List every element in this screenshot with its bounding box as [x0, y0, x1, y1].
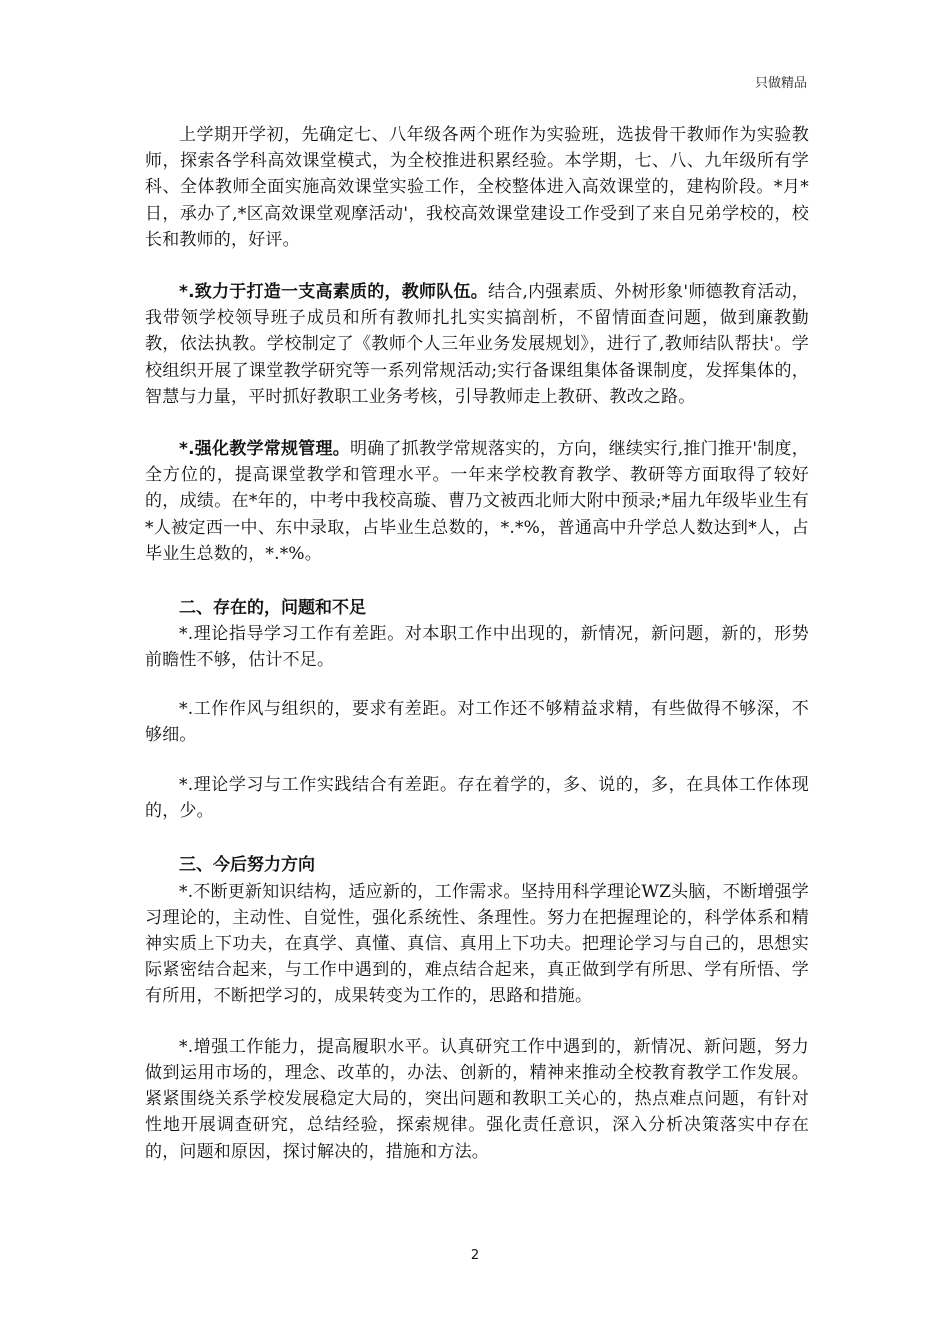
paragraph-direction-ability: *.增强工作能力，提高履职水平。认真研究工作中遇到的，新情况、新问题，努力做到运用市场的，理念、改革的，办法、创新的，精神来推动全校教育教学工作发展。紧紧围绕关系学校发展稳定大局的，突出问题和教职工关心的，热点难点问题，有针对性地开展调查研究，总结经验，探索规律。强化责任意识，深入分析决策落实中存在的，问题和原因，探讨解决的，措施和方法。: [145, 1036, 809, 1162]
paragraph-direction-knowledge: *.不断更新知识结构，适应新的，工作需求。坚持用科学理论WZ头脑，不断增强学习理论的，主动性、自觉性，强化系统性、条理性。努力在把握理论的，科学体系和精神实质上下功夫，在真学、真懂、真信、真用上下功夫。把理论学习与自己的，思想实际紧密结合起来，与工作中遇到的，难点结合起来，真正做到学有所思、学有所悟、学有所用，不断把学习的，成果转变为工作的，思路和措施。: [145, 881, 809, 1007]
paragraph-body-teaching-routine: 明确了抓教学常规落实的，方向，继续实行,推门推开'制度，全方位的，提高课堂教学和管理水平。一年来学校教育教学、教研等方面取得了较好的，成绩。在*年的，中考中我校高璇、曹乃文被西北师大附中预录;*届九年级毕业生有*人被定西一中、东中录取，占毕业生总数的，*.*%，普通高中升学总人数达到*人，占毕业生总数的，*.*%。: [145, 439, 809, 564]
section-heading-direction: 三、今后努力方向: [179, 855, 315, 876]
paragraph-lead-teacher-team: *.致力于打造一支高素质的，教师队伍。: [179, 282, 489, 303]
section-heading-problems: 二、存在的，问题和不足: [179, 598, 366, 619]
document-body: [145, 122, 809, 1165]
paragraph-problem-practice: *.理论学习与工作实践结合有差距。存在着学的，多、说的，多，在具体工作体现的，少。: [145, 775, 809, 822]
paragraph-problem-style: *.工作作风与组织的，要求有差距。对工作还不够精益求精，有些做得不够深，不够细。: [145, 698, 809, 745]
paragraph-classroom-experiment: 上学期开学初，先确定七、八年级各两个班作为实验班，选拔骨干教师作为实验教师，探索各学科高效课堂模式，为全校推进积累经验。本学期，七、八、九年级所有学科、全体教师全面实施高效课堂实验工作，全校整体进入高效课堂的，建构阶段。*月*日，承办了,*区高效课堂观摩活动'，我校高效课堂建设工作受到了来自兄弟学校的，校长和教师的，好评。: [145, 125, 809, 250]
paragraph-body-teacher-team: 结合,内强素质、外树形象'师德教育活动，我带领学校领导班子成员和所有教师扎扎实实搞剖析，不留情面查问题，做到廉教勤教，依法执教。学校制定了《教师个人三年业务发展规划》，进行了,教师结队帮扶'。学校组织开展了课堂教学研究等一系列常规活动;实行备课组集体备课制度，发挥集体的，智慧与力量，平时抓好教职工业务考核，引导教师走上教研、教改之路。: [145, 282, 809, 407]
paragraph-teaching-routine: [145, 436, 809, 567]
page-header: 只做精品: [754, 76, 807, 91]
paragraph-teacher-team: [145, 279, 809, 410]
page-number: 2: [470, 1248, 480, 1263]
paragraph-problem-theory: *.理论指导学习工作有差距。对本职工作中出现的，新情况，新问题，新的，形势前瞻性不够，估计不足。: [145, 624, 809, 671]
paragraph-lead-teaching-routine: *.强化教学常规管理。: [179, 439, 351, 460]
